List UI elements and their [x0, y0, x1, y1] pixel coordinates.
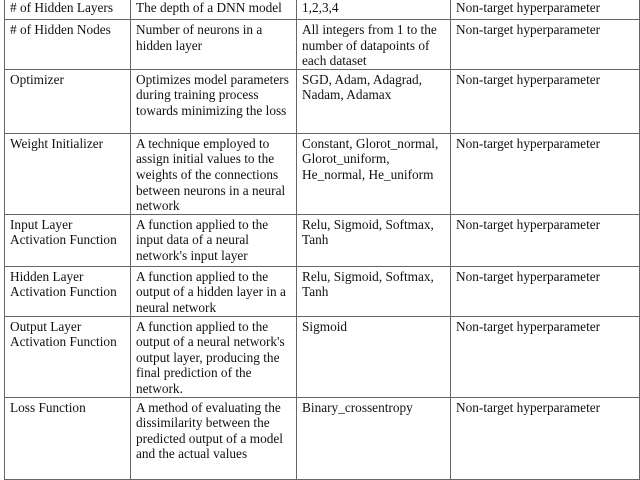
- hyperparameter-name-cell: Optimizer: [5, 69, 131, 133]
- table-row: [5, 214, 640, 266]
- hyperparameter-type-cell: Non-target hyperparameter: [451, 69, 640, 133]
- hyperparameter-type-cell: Non-target hyperparameter: [451, 20, 640, 70]
- table-row: [5, 0, 640, 20]
- hyperparameter-name-cell: Input Layer Activation Function: [5, 214, 131, 266]
- hyperparameter-type-cell: Non-target hyperparameter: [451, 214, 640, 266]
- description-cell: A technique employed to assign initial values to the weights of the connections between neurons in a neural network: [131, 133, 297, 214]
- hyperparameter-name-cell: Hidden Layer Activation Function: [5, 266, 131, 316]
- hyperparameter-name-cell: # of Hidden Nodes: [5, 20, 131, 70]
- table-row: [5, 69, 640, 133]
- value-range-cell: All integers from 1 to the number of datapoints of each dataset: [297, 20, 451, 70]
- hyperparameter-type-cell: Non-target hyperparameter: [451, 133, 640, 214]
- table-row: [5, 133, 640, 214]
- description-cell: A method of evaluating the dissimilarity between the predicted output of a model and the actual values: [131, 397, 297, 479]
- table-row: [5, 397, 640, 479]
- value-range-cell: SGD, Adam, Adagrad, Nadam, Adamax: [297, 69, 451, 133]
- hyperparameter-name-cell: Weight Initializer: [5, 133, 131, 214]
- value-range-cell: Constant, Glorot_normal, Glorot_uniform, He_normal, He_uniform: [297, 133, 451, 214]
- table-body: [5, 0, 640, 479]
- hyperparameter-name-cell: Loss Function: [5, 397, 131, 479]
- hyperparameter-name-cell: Output Layer Activation Function: [5, 316, 131, 397]
- hyperparameter-type-cell: Non-target hyperparameter: [451, 0, 640, 20]
- description-cell: A function applied to the input data of a neural network's input layer: [131, 214, 297, 266]
- description-cell: A function applied to the output of a hidden layer in a neural network: [131, 266, 297, 316]
- value-range-cell: 1,2,3,4: [297, 0, 451, 20]
- value-range-cell: Binary_crossentropy: [297, 397, 451, 479]
- table-row: [5, 266, 640, 316]
- hyperparameter-type-cell: Non-target hyperparameter: [451, 397, 640, 479]
- value-range-cell: Relu, Sigmoid, Softmax, Tanh: [297, 214, 451, 266]
- table-row: [5, 316, 640, 397]
- description-cell: A function applied to the output of a neural network's output layer, producing the final prediction of the network.: [131, 316, 297, 397]
- table-row: [5, 20, 640, 70]
- value-range-cell: Sigmoid: [297, 316, 451, 397]
- description-cell: Number of neurons in a hidden layer: [131, 20, 297, 70]
- description-cell: The depth of a DNN model: [131, 0, 297, 20]
- hyperparameter-name-cell: # of Hidden Layers: [5, 0, 131, 20]
- hyperparameter-type-cell: Non-target hyperparameter: [451, 316, 640, 397]
- description-cell: Optimizes model parameters during training process towards minimizing the loss: [131, 69, 297, 133]
- hyperparameter-type-cell: Non-target hyperparameter: [451, 266, 640, 316]
- hyperparameter-table: [4, 0, 640, 480]
- value-range-cell: Relu, Sigmoid, Softmax, Tanh: [297, 266, 451, 316]
